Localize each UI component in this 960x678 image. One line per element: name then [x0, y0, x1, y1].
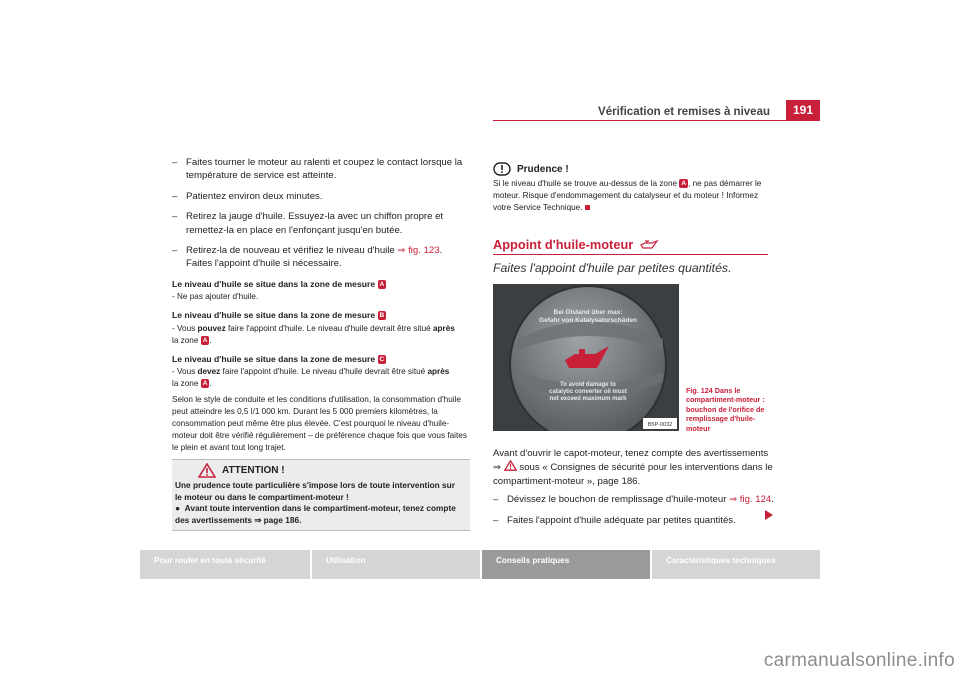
- zone-a-badge: A: [202, 380, 208, 388]
- figure-code: B5P-0032: [647, 422, 673, 428]
- section-rule: [493, 254, 768, 255]
- prudence-heading: Prudence !: [493, 162, 569, 176]
- page-186-link[interactable]: ⇒ page 186.: [254, 514, 302, 525]
- left-column: [172, 156, 472, 454]
- page-number: 191: [786, 100, 820, 120]
- section-subtitle: Faites l'appoint d'huile par petites quantités.: [493, 261, 732, 275]
- attention-line-1: Une prudence toute particulière s'impose lors de toute intervention sur le moteur ou dans le compartiment-moteur !: [175, 480, 455, 502]
- figure-english-text-3: not exceed maximum mark: [549, 396, 627, 402]
- end-square-icon: [585, 205, 590, 210]
- next-page-arrow-icon[interactable]: [765, 510, 773, 520]
- step-unscrew-cap: – Dévissez le bouchon de remplissage d'huile-moteur ⇒ fig. 124.: [493, 494, 774, 506]
- warning-triangle-icon: [198, 463, 216, 478]
- zone-a-text: - Ne pas ajouter d'huile.: [172, 292, 259, 302]
- step-1: – Faites tourner le moteur au ralenti et coupez le contact lorsque la température de service est atteinte.: [172, 157, 463, 182]
- section-title: Appoint d'huile-moteur: [493, 237, 659, 252]
- header-rule: [493, 120, 820, 121]
- figure-caption: Fig. 124 Dans le compartiment-moteur : bouchon de l'orifice de remplissage d'huile-moteur: [686, 386, 765, 433]
- footer-tab-technical-specs[interactable]: Caractéristiques techniques: [652, 550, 820, 579]
- bullet-icon: ●: [175, 503, 181, 513]
- step-2: – Patientez environ deux minutes.: [172, 190, 323, 202]
- fig-123-link[interactable]: ⇒ fig. 123: [397, 245, 440, 257]
- footer-tab-practical-tips[interactable]: Conseils pratiques: [482, 550, 650, 579]
- zone-c-text: - Vous devez faire l'appoint d'huile. Le niveau d'huile devrait être situé après la zone A .: [172, 367, 450, 389]
- step-4: – Retirez-la de nouveau et vérifiez le niveau d'huile ⇒ fig. 123. Faites l'appoint d'huile si nécessaire.: [172, 245, 443, 270]
- oil-consumption-paragraph: Selon le style de conduite et les conditions d'utilisation, la consommation d'huile peut atteindre les 0,5 l/1 000 km. Durant les 5 000 premiers kilomètres, la consommation peut même être plus élevée. C'est pourquoi le niveau d'huile-moteur doit être vérifié régulièrement – de préférence chaque fois que vous faites le plein et avant tout long trajet.: [172, 395, 467, 453]
- right-column: [493, 447, 778, 534]
- step-add-oil: – Faites l'appoint d'huile adéquate par petites quantités.: [493, 514, 736, 526]
- footer-tab-safety[interactable]: Pour rouler en toute sécurité: [140, 550, 310, 579]
- zone-b-heading: Le niveau d'huile se situe dans la zone de mesure B: [172, 310, 385, 321]
- fig-124-link[interactable]: ⇒ fig. 124: [729, 494, 772, 506]
- caution-exclamation-icon: [493, 162, 511, 176]
- zone-b-text: - Vous pouvez faire l'appoint d'huile. Le niveau d'huile devrait être situé après la zone A .: [172, 323, 455, 345]
- attention-box: [172, 459, 470, 531]
- oil-can-icon: [639, 240, 659, 250]
- zone-a-badge: A: [202, 336, 208, 344]
- attention-line-2: ● Avant toute intervention dans le compartiment-moteur, tenez compte des avertissements ⇒ page 186.: [175, 503, 456, 525]
- zone-a-badge: A: [681, 180, 687, 187]
- watermark: carmanualsonline.info: [763, 650, 955, 671]
- zone-c-heading: Le niveau d'huile se situe dans la zone de mesure C: [172, 353, 385, 364]
- figure-german-text-1: Bei Ölstand über max:: [553, 309, 623, 316]
- zone-a-heading: Le niveau d'huile se situe dans la zone de mesure A: [172, 278, 385, 289]
- page-header-title: Vérification et remises à niveau: [598, 106, 770, 118]
- zone-c-badge: C: [379, 355, 385, 363]
- intro-paragraph: Avant d'ouvrir le capot-moteur, tenez compte des avertissements ⇒ sous « Consignes de sécurité pour les interventions dans le compartiment-moteur », page 186.: [493, 448, 773, 487]
- oil-cap-figure: [493, 284, 679, 431]
- oil-cap-illustration: [493, 284, 679, 431]
- figure-english-text-1: To avoid damage to: [560, 382, 616, 388]
- attention-title: ATTENTION !: [222, 464, 285, 476]
- figure-german-text-2: Gefahr von Katalysatorschäden: [539, 317, 637, 324]
- step-3: – Retirez la jauge d'huile. Essuyez-la avec un chiffon propre et remettez-la en place en l'enfonçant jusqu'en butée.: [172, 211, 444, 236]
- warning-triangle-icon: [504, 460, 517, 471]
- figure-english-text-2: catalytic converter oil must: [549, 389, 627, 395]
- footer-tab-usage[interactable]: Utilisation: [312, 550, 480, 579]
- prudence-text: Si le niveau d'huile se trouve au-dessus de la zone A , ne pas démarrer le moteur. Risque d'endommagement du catalyseur et du moteur ! Informez votre Service Technique.: [493, 179, 762, 212]
- zone-a-badge: A: [379, 280, 385, 288]
- zone-b-badge: B: [379, 312, 385, 320]
